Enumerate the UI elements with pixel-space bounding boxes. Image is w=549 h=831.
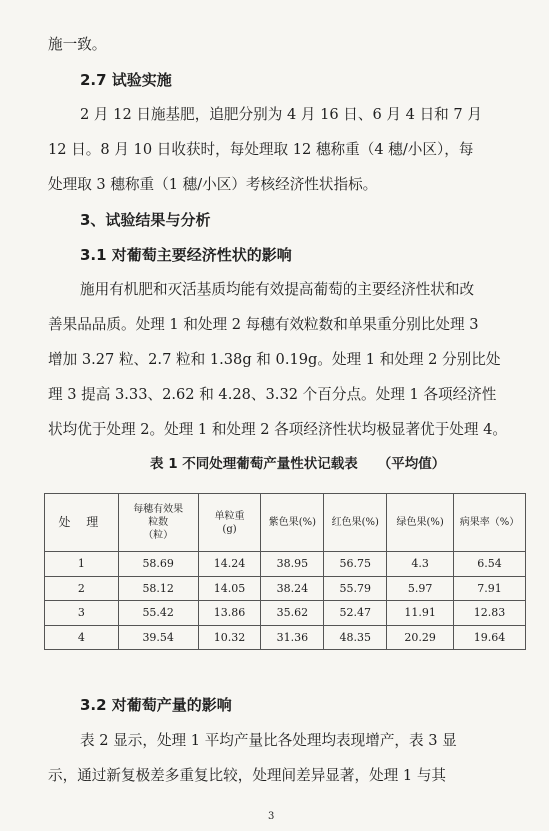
header-red: 红色果(%) (324, 494, 387, 552)
table-caption-title: 表 1 不同处理葡萄产量性状记载表 (150, 456, 358, 472)
table-cell: 7.91 (454, 576, 526, 601)
header-treatment: 处 理 (45, 494, 119, 552)
table-cell: 4 (45, 625, 119, 650)
text-line: 处理取 3 穗称重（1 穗/小区）考核经济性状指标。 (48, 176, 378, 193)
text-line: 施用有机肥和灭活基质均能有效提高葡萄的主要经济性状和改 (80, 281, 475, 298)
header-text: （粒） (143, 530, 174, 541)
section-heading-3: 3、试验结果与分析 (80, 211, 211, 229)
section-heading-3-2: 3.2 对葡萄产量的影响 (80, 696, 232, 714)
table-cell: 13.86 (198, 601, 261, 626)
section-heading-2-7: 2.7 试验实施 (80, 71, 172, 89)
table-row (45, 601, 526, 626)
table-cell: 14.24 (198, 552, 261, 577)
page-number: 3 (268, 811, 275, 822)
header-text: 单粒重 (214, 510, 245, 522)
table-cell: 55.42 (118, 601, 198, 626)
table-cell: 14.05 (198, 576, 261, 601)
header-text: 每穗有效果 (133, 504, 184, 515)
header-purple: 紫色果(%) (261, 494, 324, 552)
header-text: 粒数 (148, 517, 169, 528)
table-row (45, 625, 526, 650)
header-berries-per-cluster (118, 494, 198, 552)
table-cell: 52.47 (324, 601, 387, 626)
table-cell: 11.91 (387, 601, 454, 626)
table-cell: 19.64 (454, 625, 526, 650)
table-cell: 31.36 (261, 625, 324, 650)
table-cell: 58.69 (118, 552, 198, 577)
text-line: 善果品品质。处理 1 和处理 2 每穗有效粒数和单果重分别比处理 3 (48, 316, 479, 333)
table-cell: 38.24 (261, 576, 324, 601)
table-cell: 56.75 (324, 552, 387, 577)
text-line: 增加 3.27 粒、2.7 粒和 1.38g 和 0.19g。处理 1 和处理 2 分别比处 (48, 351, 501, 368)
table-cell: 3 (45, 601, 119, 626)
table-cell: 35.62 (261, 601, 324, 626)
table-cell: 38.95 (261, 552, 324, 577)
text-line: 表 2 显示，处理 1 平均产量比各处理均表现增产，表 3 显 (80, 732, 457, 749)
header-text: (g) (222, 523, 237, 535)
table-cell: 2 (45, 576, 119, 601)
section-heading-3-1: 3.1 对葡萄主要经济性状的影响 (80, 246, 292, 264)
table-cell: 10.32 (198, 625, 261, 650)
header-green: 绿色果(%) (387, 494, 454, 552)
table-cell: 4.3 (387, 552, 454, 577)
table-cell: 12.83 (454, 601, 526, 626)
header-disease-rate: 病果率（%） (454, 494, 526, 552)
yield-traits-table (44, 493, 526, 650)
table-cell: 55.79 (324, 576, 387, 601)
table-row (45, 576, 526, 601)
text-line: 12 日。8 月 10 日收获时，每处理取 12 穗称重（4 穗/小区），每 (48, 141, 474, 158)
text-line: 状均优于处理 2。处理 1 和处理 2 各项经济性状均极显著优于处理 4。 (48, 421, 508, 438)
table-cell: 5.97 (387, 576, 454, 601)
table-caption (150, 455, 445, 473)
text-line: 示，通过新复极差多重复比较，处理间差异显著，处理 1 与其 (48, 767, 447, 784)
header-berry-weight (198, 494, 261, 552)
table-cell: 58.12 (118, 576, 198, 601)
text-line: 2 月 12 日施基肥，追肥分别为 4 月 16 日、6 月 4 日和 7 月 (80, 106, 482, 123)
text-line: 理 3 提高 3.33、2.62 和 4.28、3.32 个百分点。处理 1 各项经济性 (48, 386, 497, 403)
table-cell: 39.54 (118, 625, 198, 650)
table-caption-note: （平均值） (377, 456, 446, 472)
table-header-row (45, 494, 526, 552)
table-cell: 48.35 (324, 625, 387, 650)
table-row (45, 552, 526, 577)
table-cell: 1 (45, 552, 119, 577)
text-line: 施一致。 (48, 36, 107, 53)
table-cell: 6.54 (454, 552, 526, 577)
table-cell: 20.29 (387, 625, 454, 650)
